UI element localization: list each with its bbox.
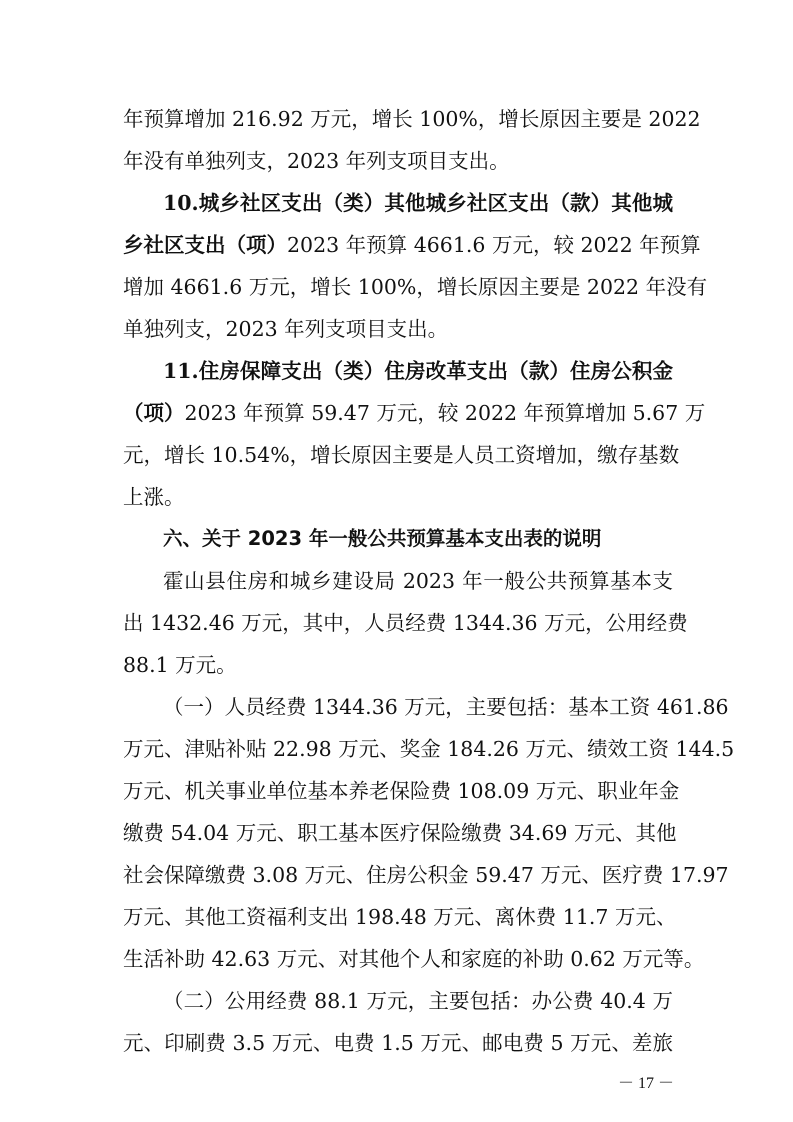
text-line: 缴费 54.04 万元、职工基本医疗保险缴费 34.69 万元、其他 <box>123 821 677 845</box>
text-line: （二）公用经费 88.1 万元，主要包括：办公费 40.4 万 <box>163 989 673 1013</box>
text-line: 元，增长 10.54%，增长原因主要是人员工资增加，缴存基数 <box>123 443 680 467</box>
item-heading-10-cont: 乡社区支出（项） <box>123 233 287 257</box>
item-heading-11-cont: （项） <box>123 401 185 425</box>
text-line: 出 1432.46 万元，其中，人员经费 1344.36 万元，公用经费 <box>123 611 688 635</box>
text-line: 88.1 万元。 <box>123 653 237 677</box>
page-number: － 17 － <box>617 1075 674 1092</box>
text-line: 霍山县住房和城乡建设局 2023 年一般公共预算基本支 <box>163 569 673 593</box>
text-line: 万元、津贴补贴 22.98 万元、奖金 184.26 万元、绩效工资 144.5 <box>123 737 735 761</box>
text-line: 年预算增加 216.92 万元，增长 100%，增长原因主要是 2022 <box>123 107 701 131</box>
text-line: 上涨。 <box>123 485 185 509</box>
text-line: 年没有单独列支，2023 年列支项目支出。 <box>123 149 510 173</box>
text-line <box>123 398 706 428</box>
item-heading-10: 10.城乡社区支出（类）其他城乡社区支出（款）其他城 <box>163 191 673 215</box>
text-line: 社会保障缴费 3.08 万元、住房公积金 59.47 万元、医疗费 17.97 <box>123 863 729 887</box>
text-line: 万元、其他工资福利支出 198.48 万元、离休费 11.7 万元、 <box>123 905 677 929</box>
text-line: 增加 4661.6 万元，增长 100%，增长原因主要是 2022 年没有 <box>123 275 708 299</box>
section-heading-6: 六、关于 2023 年一般公共预算基本支出表的说明 <box>163 527 602 550</box>
item-heading-11: 11.住房保障支出（类）住房改革支出（款）住房公积金 <box>163 359 673 383</box>
text-span: 2023 年预算 4661.6 万元，较 2022 年预算 <box>287 233 701 257</box>
text-line <box>123 230 701 260</box>
text-line: 生活补助 42.63 万元、对其他个人和家庭的补助 0.62 万元等。 <box>123 947 705 971</box>
text-line: 万元、机关事业单位基本养老保险费 108.09 万元、职业年金 <box>123 779 680 803</box>
text-line: （一）人员经费 1344.36 万元，主要包括：基本工资 461.86 <box>163 695 729 719</box>
text-span: 2023 年预算 59.47 万元，较 2022 年预算增加 5.67 万 <box>184 401 706 425</box>
text-line: 元、印刷费 3.5 万元、电费 1.5 万元、邮电费 5 万元、差旅 <box>123 1031 673 1055</box>
text-line: 单独列支，2023 年列支项目支出。 <box>123 317 449 341</box>
